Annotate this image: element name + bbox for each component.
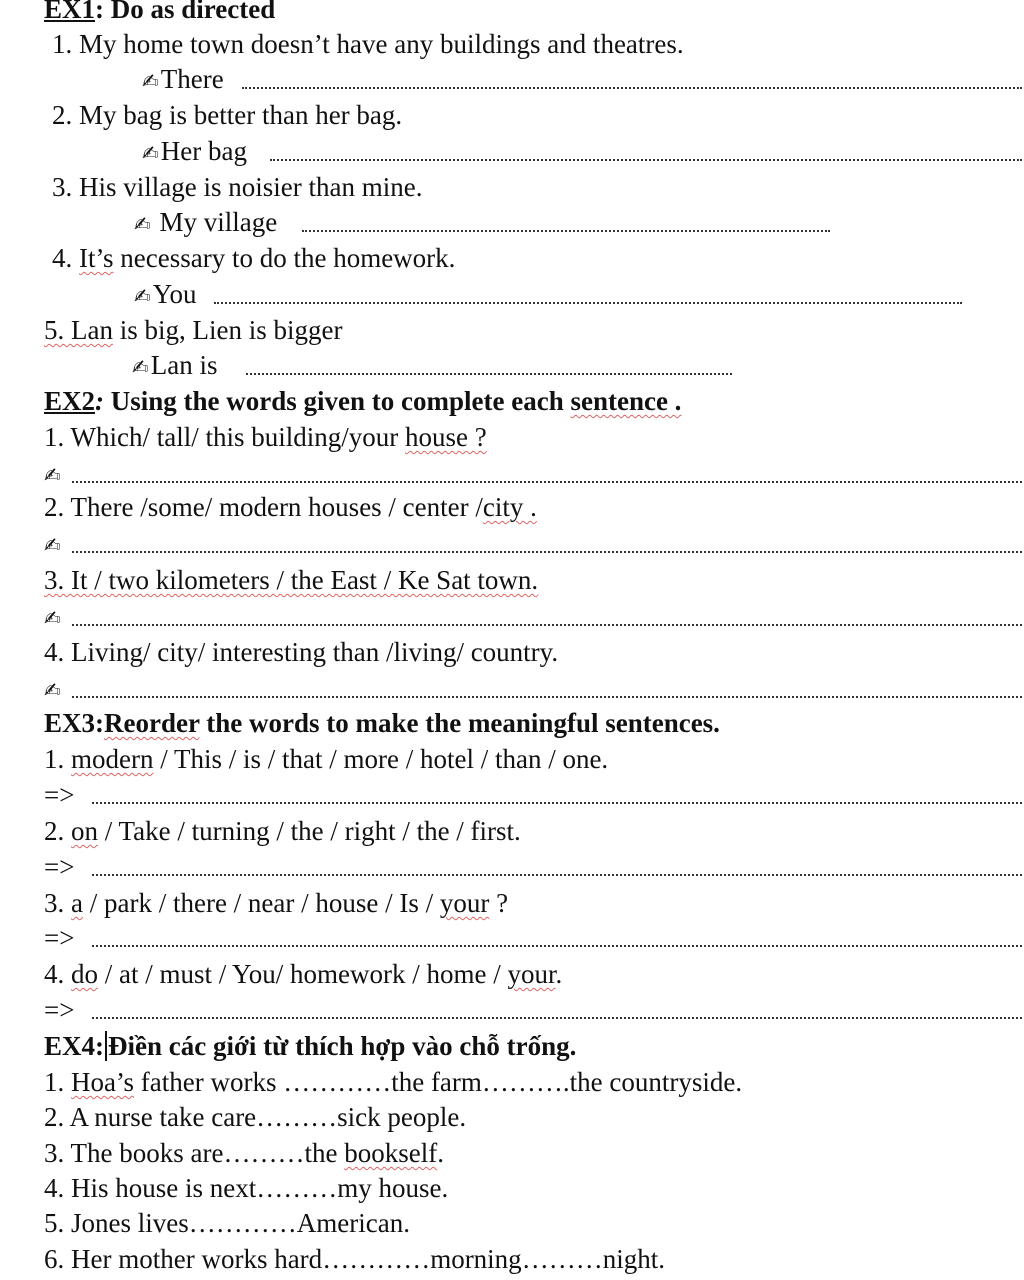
text-segment: American. bbox=[296, 1208, 410, 1238]
text-segment: ……… bbox=[256, 1102, 338, 1132]
text-segment: Her bag bbox=[160, 136, 247, 166]
ex2-item-2 bbox=[44, 490, 537, 524]
pen-icon: ✍ bbox=[44, 463, 61, 487]
ex3-arrow bbox=[44, 778, 74, 812]
text-segment: Điền các giới từ thích hợp vào chỗ trống. bbox=[108, 1031, 577, 1061]
answer-line[interactable] bbox=[72, 551, 1022, 553]
text-segment: father works bbox=[134, 1067, 284, 1097]
ex3-item-3 bbox=[44, 886, 508, 920]
text-segment: => bbox=[44, 923, 75, 953]
ex4-item-4 bbox=[44, 1171, 448, 1205]
text-segment: ……… bbox=[256, 1173, 338, 1203]
ex2-item-1 bbox=[44, 420, 487, 454]
pen-icon: ✍ bbox=[132, 355, 149, 379]
text-segment: => bbox=[44, 995, 75, 1025]
text-segment: . bbox=[437, 1138, 444, 1168]
pen-icon: ✍ bbox=[134, 212, 151, 236]
answer-line[interactable] bbox=[302, 230, 830, 232]
ex4-heading bbox=[44, 1029, 576, 1063]
ex1-item-4 bbox=[52, 241, 455, 275]
text-segment: Using the words given to complete each bbox=[104, 386, 571, 416]
answer-line[interactable] bbox=[72, 624, 1022, 626]
text-segment: Jones lives bbox=[71, 1208, 189, 1238]
text-segment: => bbox=[44, 852, 75, 882]
text-segment: 3. bbox=[52, 172, 79, 202]
text-segment: Lan is bbox=[150, 350, 218, 380]
text-segment: morning bbox=[430, 1244, 522, 1274]
ex1-heading bbox=[44, 0, 275, 26]
answer-line[interactable] bbox=[92, 1017, 1022, 1019]
text-segment: ……… bbox=[223, 1138, 305, 1168]
pen-icon: ✍ bbox=[44, 606, 61, 630]
text-segment: Her mother works hard bbox=[71, 1244, 323, 1274]
text-segment: / park / there / near / house / Is / bbox=[82, 888, 440, 918]
ex2-answer-4 bbox=[44, 671, 63, 707]
ex3-heading bbox=[44, 706, 720, 740]
text-segment: 1. Which/ tall/ this building/your bbox=[44, 422, 405, 452]
text-segment: my house. bbox=[337, 1173, 449, 1203]
text-segment: your bbox=[507, 959, 556, 989]
answer-line[interactable] bbox=[214, 302, 962, 304]
text-segment: the bbox=[304, 1138, 345, 1168]
ex2-heading bbox=[44, 384, 681, 418]
text-segment: 5. Lan bbox=[44, 315, 113, 345]
text-segment: Reorder bbox=[104, 708, 200, 738]
text-segment: 6. bbox=[44, 1244, 71, 1274]
text-segment: 5. bbox=[44, 1208, 71, 1238]
text-segment: It’s bbox=[79, 243, 114, 273]
text-segment: EX2 bbox=[44, 386, 96, 416]
text-segment: There bbox=[160, 64, 224, 94]
text-segment: The books are bbox=[70, 1138, 224, 1168]
text-segment: You bbox=[152, 279, 197, 309]
text-segment: ? bbox=[489, 888, 509, 918]
ex1-answer-5 bbox=[132, 348, 218, 384]
text-segment: 4. bbox=[44, 1173, 71, 1203]
text-segment: 4. bbox=[44, 959, 71, 989]
ex4-item-3 bbox=[44, 1136, 444, 1170]
text-segment: sick people. bbox=[337, 1102, 467, 1132]
ex2-item-4 bbox=[44, 635, 558, 669]
ex3-item-1 bbox=[44, 742, 608, 776]
pen-icon: ✍ bbox=[142, 69, 159, 93]
text-segment: Hoa’s bbox=[71, 1067, 134, 1097]
ex2-item-3 bbox=[44, 563, 538, 597]
ex3-arrow bbox=[44, 993, 74, 1027]
text-segment: 1. bbox=[44, 744, 71, 774]
text-segment: => bbox=[44, 780, 75, 810]
text-segment: 1. bbox=[44, 1067, 71, 1097]
ex2-answer-3 bbox=[44, 599, 63, 635]
answer-line[interactable] bbox=[72, 696, 1022, 698]
ex1-item-3 bbox=[52, 170, 422, 204]
text-segment: do bbox=[71, 959, 98, 989]
text-segment: the farm bbox=[391, 1067, 482, 1097]
text-segment: the countryside. bbox=[569, 1067, 743, 1097]
text-cursor bbox=[105, 1031, 107, 1061]
text-segment: 4. Living/ city/ interesting than /living/ country. bbox=[44, 637, 559, 667]
text-segment: EX1 bbox=[44, 0, 96, 24]
text-segment: ………. bbox=[481, 1067, 570, 1097]
text-segment: ………… bbox=[283, 1067, 392, 1097]
text-segment: city . bbox=[482, 492, 537, 522]
text-segment: ………… bbox=[188, 1208, 297, 1238]
ex3-item-4 bbox=[44, 957, 562, 991]
ex3-arrow bbox=[44, 850, 74, 884]
text-segment: 3. It / two kilometers / the East / Ke Sat town. bbox=[44, 565, 539, 595]
pen-icon: ✍ bbox=[134, 284, 151, 308]
text-segment: ………… bbox=[322, 1244, 431, 1274]
ex1-answer-2 bbox=[142, 134, 247, 170]
text-segment: His house is next bbox=[71, 1173, 257, 1203]
pen-icon: ✍ bbox=[142, 141, 159, 165]
answer-line[interactable] bbox=[92, 945, 1022, 947]
text-segment: is big, Lien is bigger bbox=[112, 315, 343, 345]
ex1-item-2 bbox=[52, 98, 402, 132]
ex3-item-2 bbox=[44, 814, 521, 848]
ex2-answer-1 bbox=[44, 456, 63, 492]
answer-line[interactable] bbox=[270, 159, 1022, 161]
ex4-item-2 bbox=[44, 1100, 466, 1134]
ex4-item-6 bbox=[44, 1242, 665, 1276]
text-segment: / This / is / that / more / hotel / than / one. bbox=[153, 744, 609, 774]
text-segment: 2. bbox=[44, 816, 71, 846]
text-segment: My village bbox=[152, 207, 278, 237]
text-segment: His village is noisier than mine. bbox=[79, 172, 423, 202]
text-segment: bookself bbox=[344, 1138, 438, 1168]
ex3-arrow bbox=[44, 921, 74, 955]
ex1-item-1 bbox=[52, 27, 684, 61]
text-segment: 3. bbox=[44, 888, 71, 918]
text-segment: 3. bbox=[44, 1138, 71, 1168]
text-segment: A nurse take care bbox=[69, 1102, 257, 1132]
text-segment: the words to make the meaningful sentences. bbox=[199, 708, 720, 738]
text-segment: EX3: bbox=[44, 708, 104, 738]
text-segment: : bbox=[95, 386, 105, 416]
pen-icon: ✍ bbox=[44, 678, 61, 702]
ex1-answer-3 bbox=[134, 205, 277, 241]
text-segment: modern bbox=[71, 744, 154, 774]
text-segment: My bag is better than her bag. bbox=[79, 100, 403, 130]
text-segment: 2. bbox=[44, 1102, 70, 1132]
answer-line[interactable] bbox=[242, 87, 1022, 89]
answer-line[interactable] bbox=[92, 802, 1022, 804]
text-segment: 4. bbox=[52, 243, 79, 273]
ex1-item-5 bbox=[44, 313, 342, 347]
ex2-answer-2 bbox=[44, 526, 63, 562]
text-segment: : Do as directed bbox=[95, 0, 276, 24]
text-segment: 2. bbox=[52, 100, 79, 130]
text-segment: sentence . bbox=[570, 386, 682, 416]
text-segment: ……… bbox=[521, 1244, 603, 1274]
answer-line[interactable] bbox=[246, 373, 732, 375]
text-segment: 2. There /some/ modern houses / center / bbox=[44, 492, 483, 522]
text-segment: . bbox=[555, 959, 563, 989]
text-segment: on bbox=[71, 816, 98, 846]
text-segment: a bbox=[71, 888, 83, 918]
ex4-item-1 bbox=[44, 1065, 742, 1099]
text-segment: 1. bbox=[52, 29, 79, 59]
text-segment: house ? bbox=[404, 422, 487, 452]
text-segment: My home town doesn’t have any buildings and theatres. bbox=[79, 29, 684, 59]
pen-icon: ✍ bbox=[44, 533, 61, 557]
text-segment: EX4: bbox=[44, 1031, 104, 1061]
ex1-answer-4 bbox=[134, 277, 197, 313]
ex4-item-5 bbox=[44, 1206, 410, 1240]
answer-line[interactable] bbox=[72, 481, 1022, 483]
text-segment: / at / must / You/ homework / home / bbox=[98, 959, 508, 989]
answer-line[interactable] bbox=[92, 874, 1022, 876]
text-segment: your bbox=[439, 888, 490, 918]
text-segment: necessary to do the homework. bbox=[113, 243, 456, 273]
text-segment: night. bbox=[602, 1244, 665, 1274]
text-segment: / Take / turning / the / right / the / first. bbox=[98, 816, 521, 846]
ex1-answer-1 bbox=[142, 62, 224, 98]
